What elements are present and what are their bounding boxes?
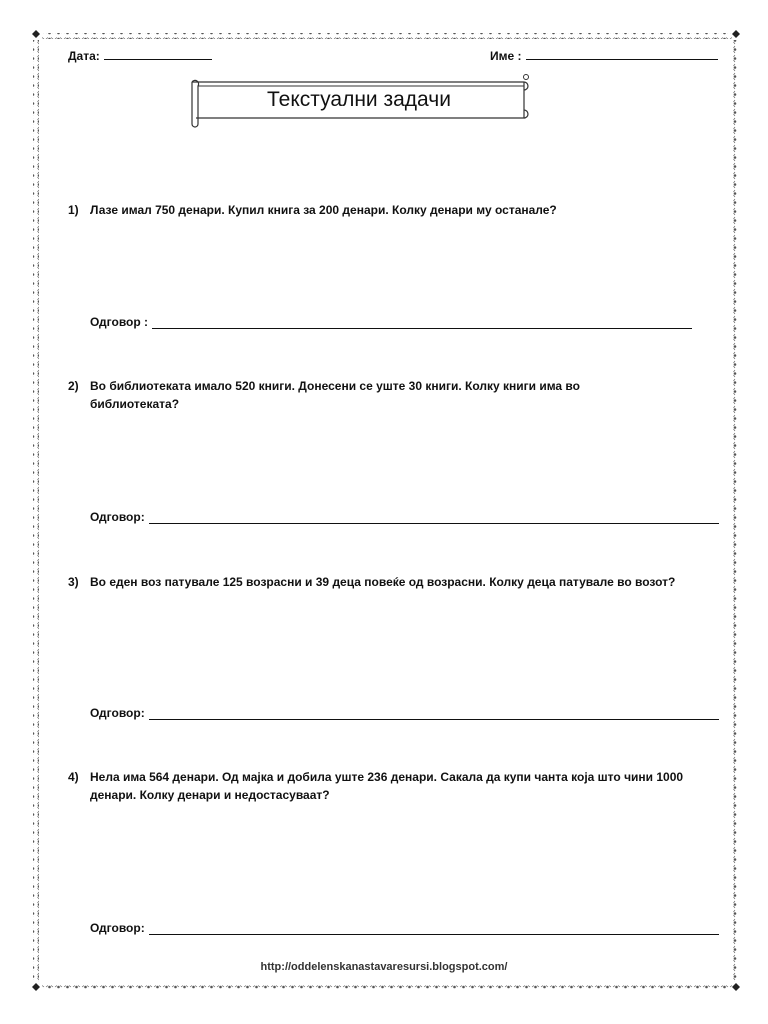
question-number: 3): [68, 575, 79, 589]
question-text: Нела има 564 денари. Од мајка и добила уште 236 денари. Сакала да купи чанта која што чини 1000 денари. Колку денари и недостасуваат?: [90, 770, 684, 802]
answer-2: [90, 510, 719, 524]
answer-blank-line[interactable]: [149, 922, 719, 935]
answer-4: [90, 921, 719, 935]
answer-label: Одговор:: [90, 921, 145, 935]
answer-label: Одговор:: [90, 706, 145, 720]
date-blank-line[interactable]: [104, 48, 212, 60]
answer-label: Одговор :: [90, 315, 149, 329]
answer-3: [90, 706, 719, 720]
question-text: Во библиотеката имало 520 книги. Донесени се уште 30 книги. Колку книги има во библиотеката?: [90, 379, 580, 411]
answer-blank-line[interactable]: [149, 511, 719, 524]
title-scroll-banner: [186, 74, 532, 128]
question-1: [68, 201, 728, 219]
answer-blank-line[interactable]: [149, 707, 719, 720]
name-label: Име :: [490, 49, 522, 63]
question-number: 2): [68, 379, 79, 393]
answer-label: Одговор:: [90, 510, 145, 524]
name-field: [490, 48, 718, 63]
question-text: Лазе имал 750 денари. Купил книга за 200 денари. Колку денари му останале?: [90, 203, 557, 217]
question-2: [68, 377, 728, 413]
question-3: [68, 573, 728, 591]
question-text: Во еден воз патувале 125 возрасни и 39 деца повеќе од возрасни. Колку деца патувале во возот?: [90, 575, 676, 589]
question-4: [68, 768, 728, 804]
answer-1: [90, 315, 692, 329]
question-number: 1): [68, 203, 79, 217]
name-blank-line[interactable]: [526, 48, 718, 60]
page-title: Текстуални задачи: [267, 88, 451, 111]
question-number: 4): [68, 770, 79, 784]
date-label: Дата:: [68, 49, 100, 63]
footer-url[interactable]: http://oddelenskanastavaresursi.blogspot.com/: [260, 961, 508, 973]
date-field: [68, 48, 212, 63]
answer-blank-line[interactable]: [152, 316, 692, 329]
